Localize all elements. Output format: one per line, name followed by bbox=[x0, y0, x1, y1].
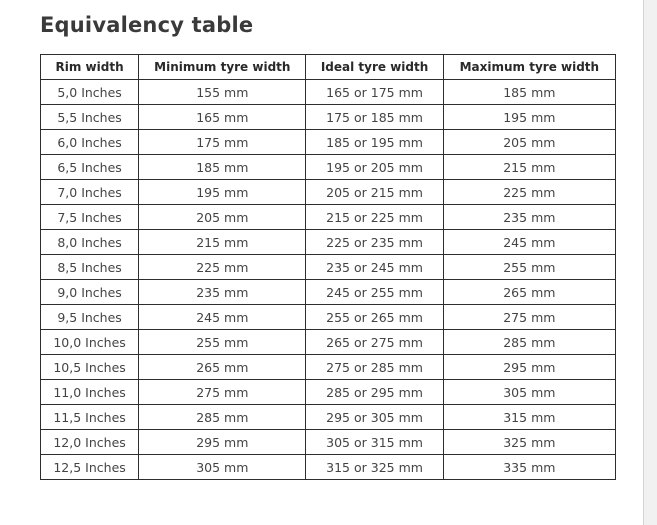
minimum-tyre-width-cell: 175 mm bbox=[139, 130, 306, 155]
maximum-tyre-width-cell: 205 mm bbox=[443, 130, 615, 155]
ideal-tyre-width-cell: 205 or 215 mm bbox=[306, 180, 443, 205]
header-ideal-tyre-width: Ideal tyre width bbox=[306, 55, 443, 80]
minimum-tyre-width-cell: 255 mm bbox=[139, 330, 306, 355]
rim-width-cell: 5,5 Inches bbox=[41, 105, 139, 130]
table-row bbox=[41, 380, 616, 405]
rim-width-cell: 6,0 Inches bbox=[41, 130, 139, 155]
minimum-tyre-width-cell: 185 mm bbox=[139, 155, 306, 180]
minimum-tyre-width-cell: 295 mm bbox=[139, 430, 306, 455]
maximum-tyre-width-cell: 325 mm bbox=[443, 430, 615, 455]
ideal-tyre-width-cell: 265 or 275 mm bbox=[306, 330, 443, 355]
rim-width-cell: 12,0 Inches bbox=[41, 430, 139, 455]
rim-width-cell: 6,5 Inches bbox=[41, 155, 139, 180]
ideal-tyre-width-cell: 215 or 225 mm bbox=[306, 205, 443, 230]
ideal-tyre-width-cell: 275 or 285 mm bbox=[306, 355, 443, 380]
maximum-tyre-width-cell: 315 mm bbox=[443, 405, 615, 430]
minimum-tyre-width-cell: 235 mm bbox=[139, 280, 306, 305]
rim-width-cell: 8,5 Inches bbox=[41, 255, 139, 280]
rim-width-cell: 10,0 Inches bbox=[41, 330, 139, 355]
table-row bbox=[41, 430, 616, 455]
rim-width-cell: 7,0 Inches bbox=[41, 180, 139, 205]
maximum-tyre-width-cell: 245 mm bbox=[443, 230, 615, 255]
maximum-tyre-width-cell: 195 mm bbox=[443, 105, 615, 130]
minimum-tyre-width-cell: 275 mm bbox=[139, 380, 306, 405]
minimum-tyre-width-cell: 165 mm bbox=[139, 105, 306, 130]
maximum-tyre-width-cell: 255 mm bbox=[443, 255, 615, 280]
table-row bbox=[41, 80, 616, 105]
ideal-tyre-width-cell: 245 or 255 mm bbox=[306, 280, 443, 305]
table-header-row bbox=[41, 55, 616, 80]
maximum-tyre-width-cell: 275 mm bbox=[443, 305, 615, 330]
header-rim-width: Rim width bbox=[41, 55, 139, 80]
page-title: Equivalency table bbox=[40, 13, 254, 37]
table-row bbox=[41, 230, 616, 255]
minimum-tyre-width-cell: 225 mm bbox=[139, 255, 306, 280]
minimum-tyre-width-cell: 305 mm bbox=[139, 455, 306, 480]
minimum-tyre-width-cell: 215 mm bbox=[139, 230, 306, 255]
rim-width-cell: 9,0 Inches bbox=[41, 280, 139, 305]
rim-width-cell: 9,5 Inches bbox=[41, 305, 139, 330]
ideal-tyre-width-cell: 165 or 175 mm bbox=[306, 80, 443, 105]
table-row bbox=[41, 105, 616, 130]
minimum-tyre-width-cell: 155 mm bbox=[139, 80, 306, 105]
rim-width-cell: 7,5 Inches bbox=[41, 205, 139, 230]
table-row bbox=[41, 130, 616, 155]
minimum-tyre-width-cell: 205 mm bbox=[139, 205, 306, 230]
rim-width-cell: 5,0 Inches bbox=[41, 80, 139, 105]
rim-width-cell: 10,5 Inches bbox=[41, 355, 139, 380]
ideal-tyre-width-cell: 285 or 295 mm bbox=[306, 380, 443, 405]
rim-width-cell: 11,0 Inches bbox=[41, 380, 139, 405]
rim-width-cell: 11,5 Inches bbox=[41, 405, 139, 430]
equivalency-table bbox=[40, 54, 616, 480]
maximum-tyre-width-cell: 285 mm bbox=[443, 330, 615, 355]
table-row bbox=[41, 330, 616, 355]
table-row bbox=[41, 355, 616, 380]
header-minimum-tyre-width: Minimum tyre width bbox=[139, 55, 306, 80]
maximum-tyre-width-cell: 235 mm bbox=[443, 205, 615, 230]
maximum-tyre-width-cell: 225 mm bbox=[443, 180, 615, 205]
table-row bbox=[41, 255, 616, 280]
maximum-tyre-width-cell: 295 mm bbox=[443, 355, 615, 380]
ideal-tyre-width-cell: 305 or 315 mm bbox=[306, 430, 443, 455]
maximum-tyre-width-cell: 335 mm bbox=[443, 455, 615, 480]
header-maximum-tyre-width: Maximum tyre width bbox=[443, 55, 615, 80]
minimum-tyre-width-cell: 285 mm bbox=[139, 405, 306, 430]
table-row bbox=[41, 180, 616, 205]
minimum-tyre-width-cell: 245 mm bbox=[139, 305, 306, 330]
minimum-tyre-width-cell: 265 mm bbox=[139, 355, 306, 380]
table-body bbox=[41, 80, 616, 480]
minimum-tyre-width-cell: 195 mm bbox=[139, 180, 306, 205]
ideal-tyre-width-cell: 175 or 185 mm bbox=[306, 105, 443, 130]
ideal-tyre-width-cell: 255 or 265 mm bbox=[306, 305, 443, 330]
ideal-tyre-width-cell: 185 or 195 mm bbox=[306, 130, 443, 155]
maximum-tyre-width-cell: 215 mm bbox=[443, 155, 615, 180]
ideal-tyre-width-cell: 195 or 205 mm bbox=[306, 155, 443, 180]
table-row bbox=[41, 205, 616, 230]
maximum-tyre-width-cell: 185 mm bbox=[443, 80, 615, 105]
rim-width-cell: 12,5 Inches bbox=[41, 455, 139, 480]
table-row bbox=[41, 280, 616, 305]
table-row bbox=[41, 405, 616, 430]
table-row bbox=[41, 455, 616, 480]
ideal-tyre-width-cell: 225 or 235 mm bbox=[306, 230, 443, 255]
ideal-tyre-width-cell: 235 or 245 mm bbox=[306, 255, 443, 280]
rim-width-cell: 8,0 Inches bbox=[41, 230, 139, 255]
table-row bbox=[41, 155, 616, 180]
ideal-tyre-width-cell: 295 or 305 mm bbox=[306, 405, 443, 430]
maximum-tyre-width-cell: 305 mm bbox=[443, 380, 615, 405]
panel-border bbox=[643, 0, 644, 525]
table-row bbox=[41, 305, 616, 330]
maximum-tyre-width-cell: 265 mm bbox=[443, 280, 615, 305]
ideal-tyre-width-cell: 315 or 325 mm bbox=[306, 455, 443, 480]
